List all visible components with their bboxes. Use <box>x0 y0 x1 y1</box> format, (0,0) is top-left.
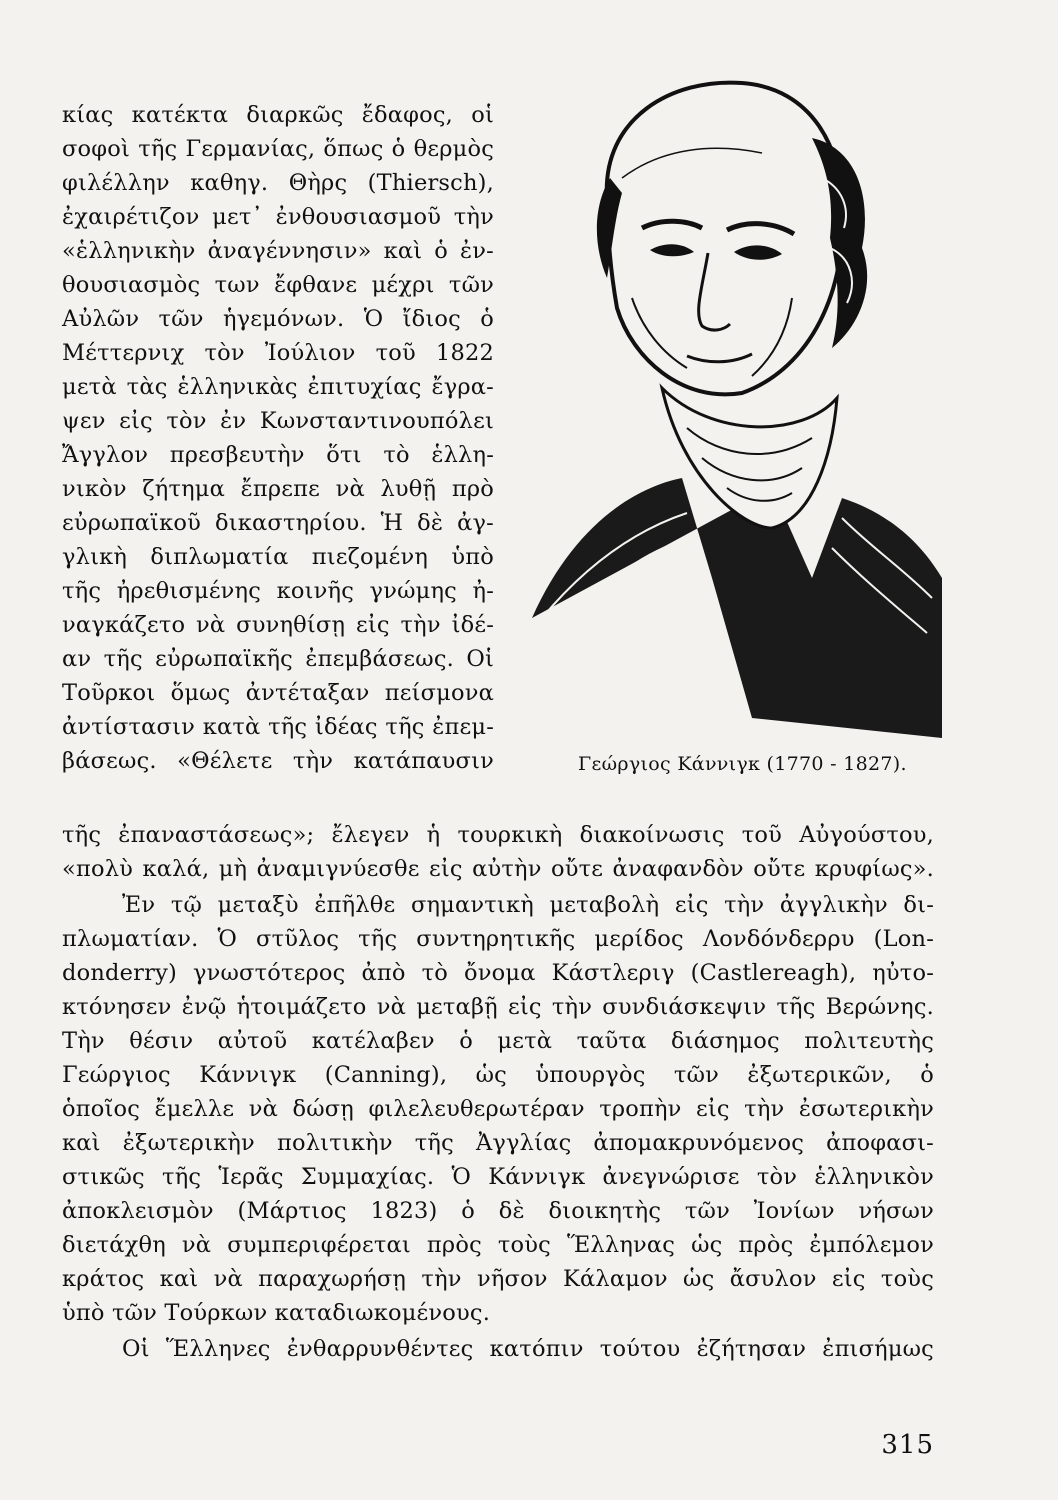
text-line: donderry) γνωστότερος ἀπὸ τὸ ὄνομα Κάστλεριγ (Castlereagh), ηὐτο- <box>62 960 934 986</box>
text-line: Αὐλῶν τῶν ἡγεμόνων. Ὁ ἴδιος ὁ <box>62 306 494 332</box>
text-line: στικῶς τῆς Ἱερᾶς Συμμαχίας. Ὁ Κάννιγκ ἀνεγνώρισε τὸν ἑλληνικὸν <box>62 1164 934 1190</box>
paragraph-start: Ἐν τῷ μεταξὺ ἐπῆλθε σημαντικὴ μεταβολὴ εἰς τὴν ἀγγλικὴν δι- <box>122 892 934 918</box>
text-line: νικὸν ζήτημα ἔπρεπε νὰ λυθῇ πρὸ <box>62 476 494 502</box>
text-line: βάσεως. «Θέλετε τὴν κατάπαυσιν <box>62 748 494 774</box>
text-line: Τοῦρκοι ὅμως ἀντέταξαν πείσμονα <box>62 680 494 706</box>
text-line: κράτος καὶ νὰ παραχωρήσῃ τὴν νῆσον Κάλαμον ὡς ἄσυλον εἰς τοὺς <box>62 1266 934 1292</box>
text-line: φιλέλλην καθηγ. Θὴρς (Thiersch), <box>62 170 494 196</box>
text-line: σοφοὶ τῆς Γερμανίας, ὅπως ὁ θερμὸς <box>62 136 494 162</box>
text-line: Τὴν θέσιν αὐτοῦ κατέλαβεν ὁ μετὰ ταῦτα διάσημος πολιτευτὴς <box>62 1028 934 1054</box>
text-line: ὑπὸ τῶν Τούρκων καταδιωκομένους. <box>62 1300 491 1326</box>
text-line: αν τῆς εὐρωπαϊκῆς ἐπεμβάσεως. Οἱ <box>62 646 494 672</box>
text-line: πλωματίαν. Ὁ στῦλος τῆς συντηρητικῆς μερίδος Λονδόνδερρυ (Lon- <box>62 926 934 952</box>
text-line: κίας κατέκτα διαρκῶς ἔδαφος, οἱ <box>62 102 494 128</box>
text-line: ἀποκλεισμὸν (Μάρτιος 1823) ὁ δὲ διοικητὴς τῶν Ἰονίων νήσων <box>62 1198 934 1224</box>
text-line: Μέττερνιχ τὸν Ἰούλιον τοῦ 1822 <box>62 340 494 366</box>
text-line: θουσιασμὸς των ἔφθανε μέχρι τῶν <box>62 272 494 298</box>
text-line: μετὰ τὰς ἑλληνικὰς ἐπιτυχίας ἔγρα- <box>62 374 494 400</box>
text-line: «ἑλληνικὴν ἀναγέννησιν» καὶ ὁ ἐν- <box>62 238 494 264</box>
text-line: κτόνησεν ἐνῷ ἡτοιμάζετο νὰ μεταβῇ εἰς τὴν συνδιάσκεψιν τῆς Βερώνης. <box>62 994 934 1020</box>
portrait-illustration <box>512 58 942 738</box>
text-line: ἀντίστασιν κατὰ τῆς ἰδέας τῆς ἐπεμ- <box>62 714 494 740</box>
portrait-caption: Γεώργιος Κάννιγκ (1770 - 1827). <box>578 753 907 775</box>
text-line: τῆς ἠρεθισμένης κοινῆς γνώμης ἠ- <box>62 578 494 604</box>
text-line: ψεν εἰς τὸν ἐν Κωνσταντινουπόλει <box>62 408 494 434</box>
text-line: καὶ ἐξωτερικὴν πολιτικὴν τῆς Ἀγγλίας ἀπομακρυνόμενος ἀποφασι- <box>62 1130 934 1156</box>
paragraph-start: Οἱ Ἕλληνες ἐνθαρρυνθέντες κατόπιν τούτου ἐζήτησαν ἐπισήμως <box>122 1336 934 1362</box>
text-line: ναγκάζετο νὰ συνηθίσῃ εἰς τὴν ἰδέ- <box>62 612 494 638</box>
text-line: τῆς ἐπαναστάσεως»; ἔλεγεν ἡ τουρκικὴ διακοίνωσις τοῦ Αὐγούστου, <box>62 822 934 848</box>
text-line: «πολὺ καλά, μὴ ἀναμιγνύεσθε εἰς αὐτὴν οὔτε ἀναφανδὸν οὔτε κρυφίως». <box>62 856 934 882</box>
text-line: γλικὴ διπλωματία πιεζομένη ὑπὸ <box>62 544 494 570</box>
text-line: Ἄγγλον πρεσβευτὴν ὅτι τὸ ἑλλη- <box>62 442 494 468</box>
text-line: Γεώργιος Κάννιγκ (Canning), ὡς ὑπουργὸς τῶν ἐξωτερικῶν, ὁ <box>62 1062 934 1088</box>
text-line: ἐχαιρέτιζον μετ᾽ ἐνθουσιασμοῦ τὴν <box>62 204 494 230</box>
page-number: 315 <box>881 1430 934 1460</box>
text-line: ὁποῖος ἔμελλε νὰ δώσῃ φιλελευθερωτέραν τροπὴν εἰς τὴν ἐσωτερικὴν <box>62 1096 934 1122</box>
text-line: διετάχθη νὰ συμπεριφέρεται πρὸς τοὺς Ἕλληνας ὡς πρὸς ἐμπόλεμον <box>62 1232 934 1258</box>
text-line: εὐρωπαϊκοῦ δικαστηρίου. Ἡ δὲ ἀγ- <box>62 510 494 536</box>
